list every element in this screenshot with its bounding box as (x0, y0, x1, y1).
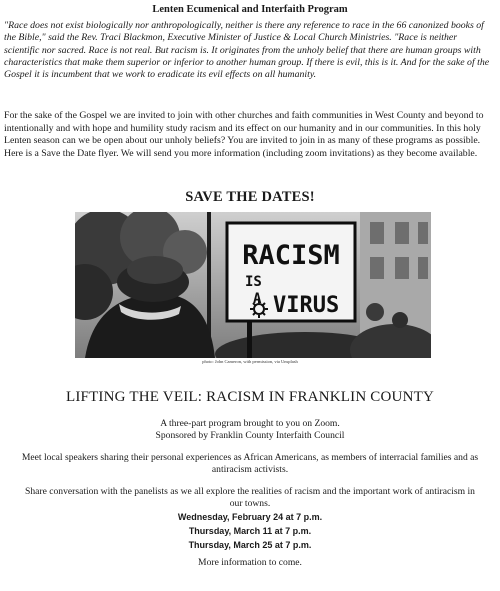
program-title: LIFTING THE VEIL: RACISM IN FRANKLIN COUNTY (65, 389, 435, 405)
photo-credit: photo: John Cameron, with permission, via Unsplash (202, 359, 298, 364)
program-format-line: A three-part program brought to you on Zoom. (160, 418, 340, 429)
sign-virus-text: VIRUS (273, 293, 340, 318)
sign-is-text: IS (245, 274, 262, 290)
blackmon-quote: "Race does not exist biologically nor anthropologically, neither is there any reference to race in the 66 canonized books of the Bible," said the Rev. Traci Blackmon, Executive Minister of Justice & Local Church Ministries. "Race is neither scientific nor sacred. Race is not real. But racism is. It originates from the unholy belief that there are human groups with characteristics that make them superior or inferior to another human group. If there is evil, this is it. And for the sake of the Gospel it is incumbent that we work to eradicate its evil effects on all humanity. (4, 20, 490, 81)
more-info-line: More information to come. (198, 557, 302, 568)
date-item: Thursday, March 11 at 7 p.m. (188, 526, 312, 536)
sign-racism-text: RACISM (242, 240, 340, 271)
program-sponsor-line: Sponsored by Franklin County Interfaith Council (155, 430, 345, 441)
program-speakers-paragraph: Meet local speakers sharing their personal experiences as African Americans, as members of interracial families and as antiracism activists. (21, 452, 479, 475)
program-details (20, 418, 480, 569)
protest-photo (75, 212, 431, 358)
program-conversation-paragraph: Share conversation with the panelists as we all explore the realities of racism and the important work of antiracism in our towns. (25, 486, 475, 509)
date-item: Thursday, March 25 at 7 p.m. (188, 540, 312, 550)
save-the-dates-heading: SAVE THE DATES! (185, 189, 315, 205)
date-item: Wednesday, February 24 at 7 p.m. (177, 512, 323, 522)
program-header: Lenten Ecumenical and Interfaith Program (152, 4, 348, 15)
program-dates (20, 510, 480, 552)
intro-paragraph: For the sake of the Gospel we are invited to join with other churches and faith communities in West County and beyond to intentionally and with hope and humility study racism and its effect on our humanity and in our communities. In this holy Lenten season can we be open about our unholy beliefs? You are invited to join in as many of these programs as possible. Here is a Save the Date flyer. We will send you more information (including zoom invitations) as they become available. (4, 110, 484, 159)
sign-a-text: A (253, 291, 262, 307)
